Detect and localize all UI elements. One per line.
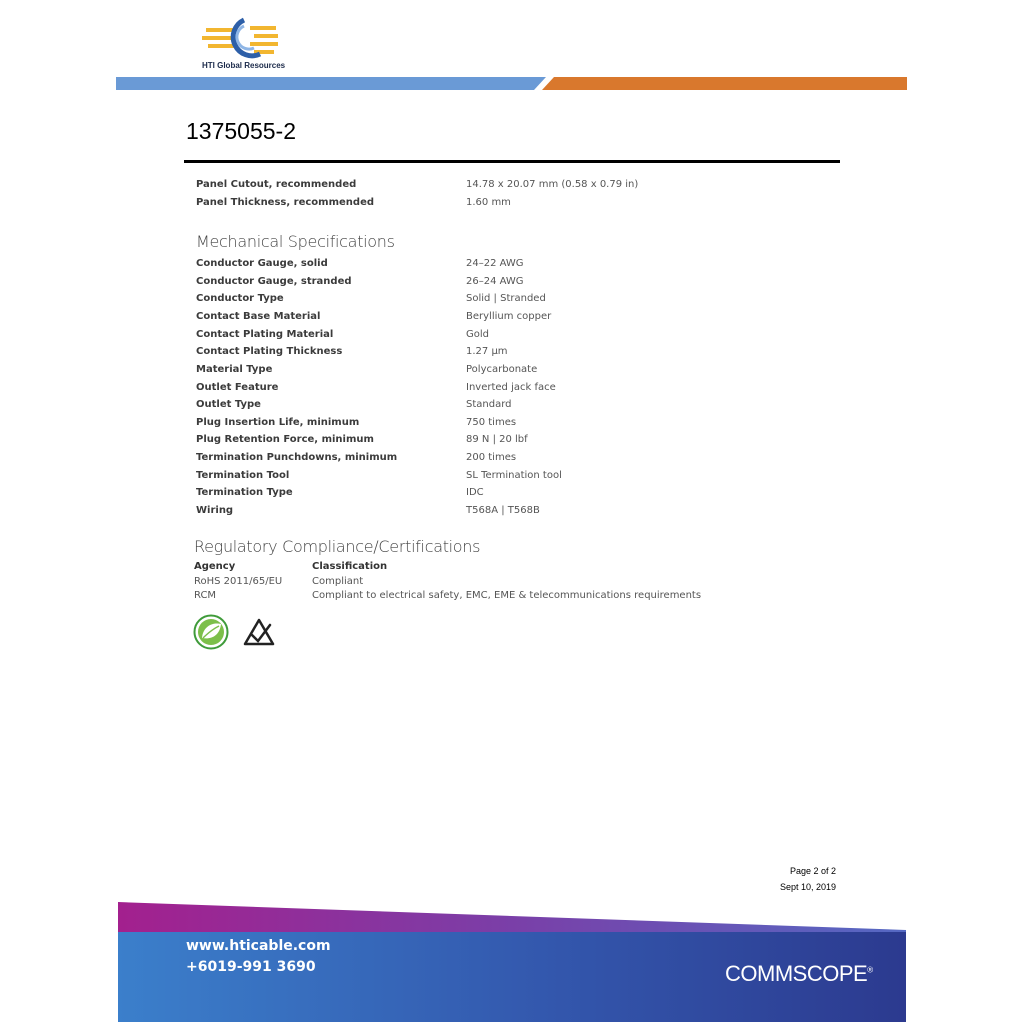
classification-cell: Compliant (312, 576, 364, 587)
product-number-title: 1375055-2 (186, 118, 296, 144)
agency-cell: RCM (194, 590, 217, 601)
rcm-check-icon (241, 614, 277, 650)
agency-cell: RoHS 2011/65/EU (194, 576, 283, 587)
spec-value: 24–22 AWG (466, 258, 524, 269)
spec-value: 26–24 AWG (466, 276, 524, 287)
spec-value: Standard (466, 399, 512, 410)
spec-label: Contact Base Material (196, 311, 321, 322)
registered-mark: ® (867, 965, 873, 975)
spec-label: Wiring (196, 505, 234, 516)
regulatory-heading: Regulatory Compliance/Certifications (194, 537, 481, 556)
spec-label: Termination Type (196, 487, 293, 498)
spec-value: 14.78 x 20.07 mm (0.58 x 0.79 in) (466, 179, 639, 190)
spec-value: Beryllium copper (466, 311, 552, 322)
spec-label: Panel Thickness, recommended (196, 197, 375, 208)
spec-label: Plug Insertion Life, minimum (196, 417, 360, 428)
spec-value: T568A | T568B (466, 505, 540, 516)
website-link[interactable]: www.hticable.com (186, 938, 331, 954)
spec-label: Plug Retention Force, minimum (196, 434, 374, 445)
spec-label: Conductor Gauge, solid (196, 258, 328, 269)
spec-value: 750 times (466, 417, 517, 428)
spec-label: Panel Cutout, recommended (196, 179, 357, 190)
revision-date: Sept 10, 2019 (779, 882, 836, 892)
title-divider (184, 160, 840, 163)
company-name: HTI Global Resources (202, 61, 286, 70)
spec-value: 89 N | 20 lbf (466, 434, 528, 445)
spec-label: Termination Punchdowns, minimum (196, 452, 398, 463)
spec-value: Gold (466, 329, 489, 340)
spec-label: Conductor Gauge, stranded (196, 276, 352, 287)
commscope-logo (725, 961, 873, 987)
spec-label: Outlet Type (196, 399, 261, 410)
spec-value: 1.27 µm (466, 346, 508, 357)
spec-label: Outlet Feature (196, 382, 279, 393)
spec-value: SL Termination tool (466, 470, 562, 481)
rohs-leaf-icon (193, 614, 229, 650)
phone-number: +6019-991 3690 (186, 959, 316, 975)
classification-cell: Compliant to electrical safety, EMC, EME & telecommunications requirements (312, 590, 702, 601)
classification-column-header: Classification (312, 561, 388, 572)
spec-label: Material Type (196, 364, 273, 375)
page-number: Page 2 of 2 (789, 866, 836, 876)
mechanical-heading: Mechanical Specifications (196, 232, 395, 251)
spec-label: Termination Tool (196, 470, 290, 481)
spec-label: Contact Plating Material (196, 329, 334, 340)
agency-column-header: Agency (194, 561, 236, 572)
spec-value: Solid | Stranded (466, 293, 546, 304)
brand-wordmark: COMMSCOPE (725, 961, 868, 986)
spec-value: IDC (466, 487, 484, 498)
spec-label: Conductor Type (196, 293, 284, 304)
spec-value: Polycarbonate (466, 364, 538, 375)
spec-label: Contact Plating Thickness (196, 346, 343, 357)
header-color-band (116, 77, 907, 90)
spec-value: 1.60 mm (466, 197, 511, 208)
spec-value: 200 times (466, 452, 517, 463)
spec-value: Inverted jack face (466, 382, 556, 393)
